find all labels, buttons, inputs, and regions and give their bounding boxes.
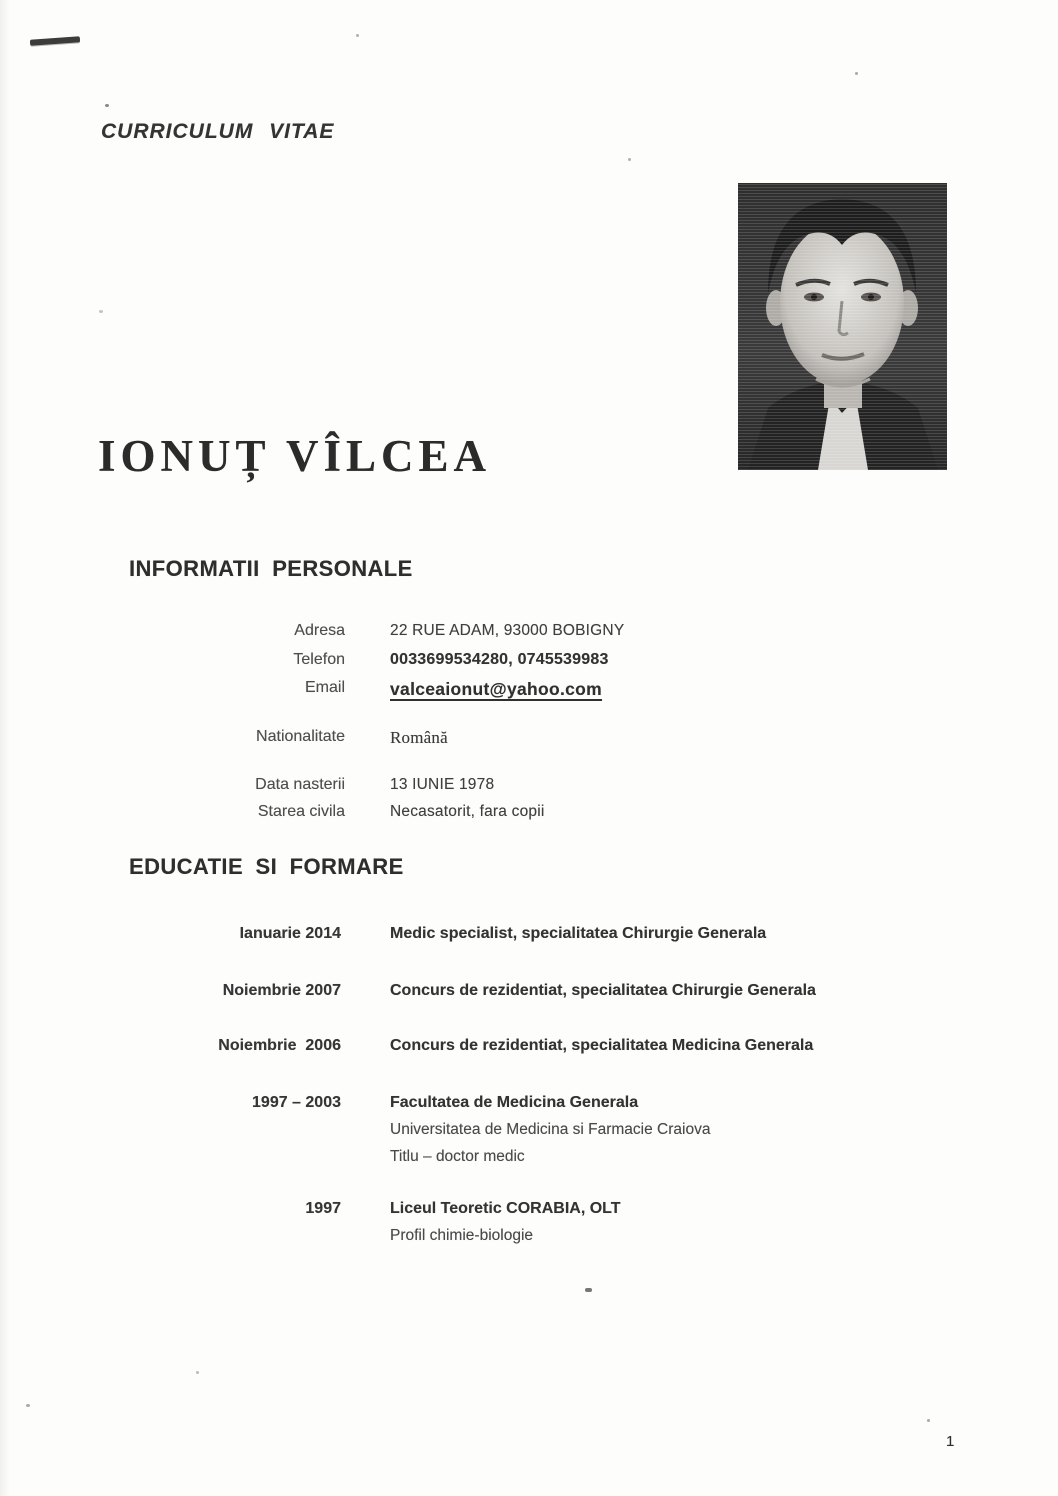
education-title: Concurs de rezidentiat, specialitatea Medicina Generala (390, 1037, 814, 1054)
birthdate-value: 13 IUNIE 1978 (390, 776, 495, 793)
scan-speck (26, 1404, 30, 1407)
marital-status-value: Necasatorit, fara copii (390, 803, 545, 820)
contact-row-email (0, 679, 1058, 705)
scan-speck (628, 158, 631, 161)
scan-speck (855, 72, 858, 75)
education-detail: Profil chimie-biologie (390, 1227, 534, 1244)
education-body (390, 977, 970, 1004)
address-value: 22 RUE ADAM, 93000 BOBIGNY (390, 622, 625, 639)
page-number: 1 (946, 1433, 955, 1450)
address-label: Adresa (294, 622, 345, 639)
birthdate-row (0, 776, 1058, 802)
birthdate-label: Data nasterii (255, 776, 345, 793)
nationality-label: Nationalitate (256, 728, 345, 745)
education-title: Liceul Teoretic CORABIA, OLT (390, 1200, 621, 1217)
doc-title: CURRICULUM VITAE (101, 120, 335, 143)
scan-speck (99, 310, 103, 313)
scan-speck (927, 1419, 930, 1422)
education-date: 1997 (305, 1200, 341, 1217)
education-title: Facultatea de Medicina Generala (390, 1094, 639, 1111)
phone-value: 0033699534280, 0745539983 (390, 651, 609, 668)
contact-row-phone (0, 651, 1058, 677)
education-body (390, 1089, 970, 1170)
nationality-value: Română (390, 728, 448, 747)
email-label: Email (304, 679, 345, 696)
education-detail: Titlu – doctor medic (390, 1148, 525, 1165)
scan-speck (105, 104, 109, 107)
education-body (390, 1195, 970, 1249)
person-name: IONUȚ VÎLCEA (98, 431, 491, 481)
marital-status-label: Starea civila (257, 803, 345, 820)
education-date: Noiembrie 2007 (222, 982, 341, 999)
education-detail: Universitatea de Medicina si Farmacie Craiova (390, 1121, 711, 1138)
scan-artifact-dash (30, 36, 80, 45)
phone-label: Telefon (293, 651, 345, 668)
portrait-photo-graphic (738, 183, 947, 470)
marital-status-row (0, 803, 1058, 829)
contact-row-address (0, 622, 1058, 648)
portrait-photo (738, 183, 947, 470)
scan-speck (585, 1288, 592, 1292)
education-date: Ianuarie 2014 (239, 925, 341, 942)
scan-speck (356, 34, 359, 37)
education-title: Medic specialist, specialitatea Chirurgie Generala (390, 925, 767, 942)
scan-speck (196, 1371, 199, 1374)
education-body (390, 920, 970, 947)
email-value: valceaionut@yahoo.com (390, 679, 603, 699)
education-title: Concurs de rezidentiat, specialitatea Chirurgie Generala (390, 982, 816, 999)
section-heading-personal: INFORMATII PERSONALE (129, 556, 413, 581)
education-date: 1997 – 2003 (252, 1094, 341, 1111)
section-heading-education: EDUCATIE SI FORMARE (129, 854, 404, 879)
nationality-row (0, 728, 1058, 754)
education-date: Noiembrie 2006 (218, 1037, 341, 1054)
education-body (390, 1032, 970, 1059)
